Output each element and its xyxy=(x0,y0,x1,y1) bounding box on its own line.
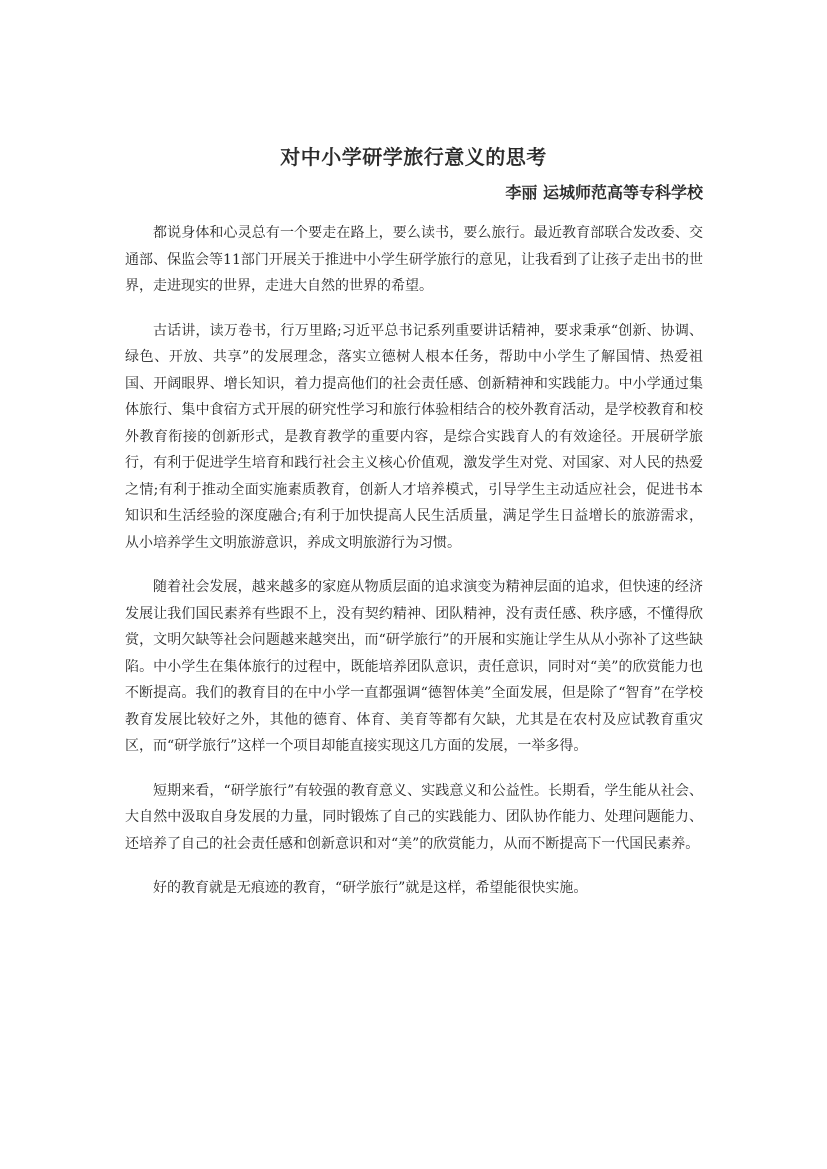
paragraph-3: 随着社会发展，越来越多的家庭从物质层面的追求演变为精神层面的追求，但快速的经济发展让我们国民素养有些跟不上，没有契约精神、团队精神，没有责任感、秩序感，不懂得欣赏，文明欠缺等社会问题越来越突出，而“研学旅行”的开展和实施让学生从从小弥补了这些缺陷。中小学生在集体旅行的过程中，既能培养团队意识，责任意识，同时对“美”的欣赏能力也不断提高。我们的教育目的在中小学一直都强调“德智体美”全面发展，但是除了“智育”在学校教育发展比较好之外，其他的德育、体育、美育等都有欠缺，尤其是在农村及应试教育重灾区，而“研学旅行”这样一个项目却能直接实现这几方面的发展，一举多得。 xyxy=(125,579,703,754)
author-affiliation: 李丽 运城师范高等专科学校 xyxy=(505,183,703,202)
paragraph-4: 短期来看，“研学旅行”有较强的教育意义、实践意义和公益性。长期看，学生能从社会、大自然中汲取自身发展的力量，同时锻炼了自己的实践能力、团队协作能力、处理问题能力、还培养了自己的社会责任感和创新意识和对“美”的欣赏能力，从而不断提高下一代国民素养。 xyxy=(125,782,703,852)
paragraph-1: 都说身体和心灵总有一个要走在路上，要么读书，要么旅行。最近教育部联合发改委、交通部、保监会等11部门开展关于推进中小学生研学旅行的意见，让我看到了让孩子走出书的世界，走进现实的世界，走进大自然的世界的希望。 xyxy=(125,225,703,294)
page-title: 对中小学研学旅行意义的思考 xyxy=(280,145,547,169)
paragraph-5: 好的教育就是无痕迹的教育，“研学旅行”就是这样，希望能很快实施。 xyxy=(153,880,588,896)
article-body xyxy=(125,220,703,920)
paragraph-2: 古话讲，读万卷书，行万里路;习近平总书记系列重要讲话精神，要求秉承“创新、协调、绿色、开放、共享”的发展理念，落实立德树人根本任务，帮助中小学生了解国情、热爱祖国、开阔眼界、增长知识，着力提高他们的社会责任感、创新精神和实践能力。中小学通过集体旅行、集中食宿方式开展的研究性学习和旅行体验相结合的校外教育活动，是学校教育和校外教育衔接的创新形式，是教育教学的重要内容，是综合实践育人的有效途径。开展研学旅行，有利于促进学生培育和践行社会主义核心价值观，激发学生对党、对国家、对人民的热爱之情;有利于推动全面实施素质教育，创新人才培养模式，引导学生主动适应社会，促进书本知识和生活经验的深度融合;有利于加快提高人民生活质量，满足学生日益增长的旅游需求，从小培养学生文明旅游意识，养成文明旅游行为习惯。 xyxy=(125,322,703,551)
